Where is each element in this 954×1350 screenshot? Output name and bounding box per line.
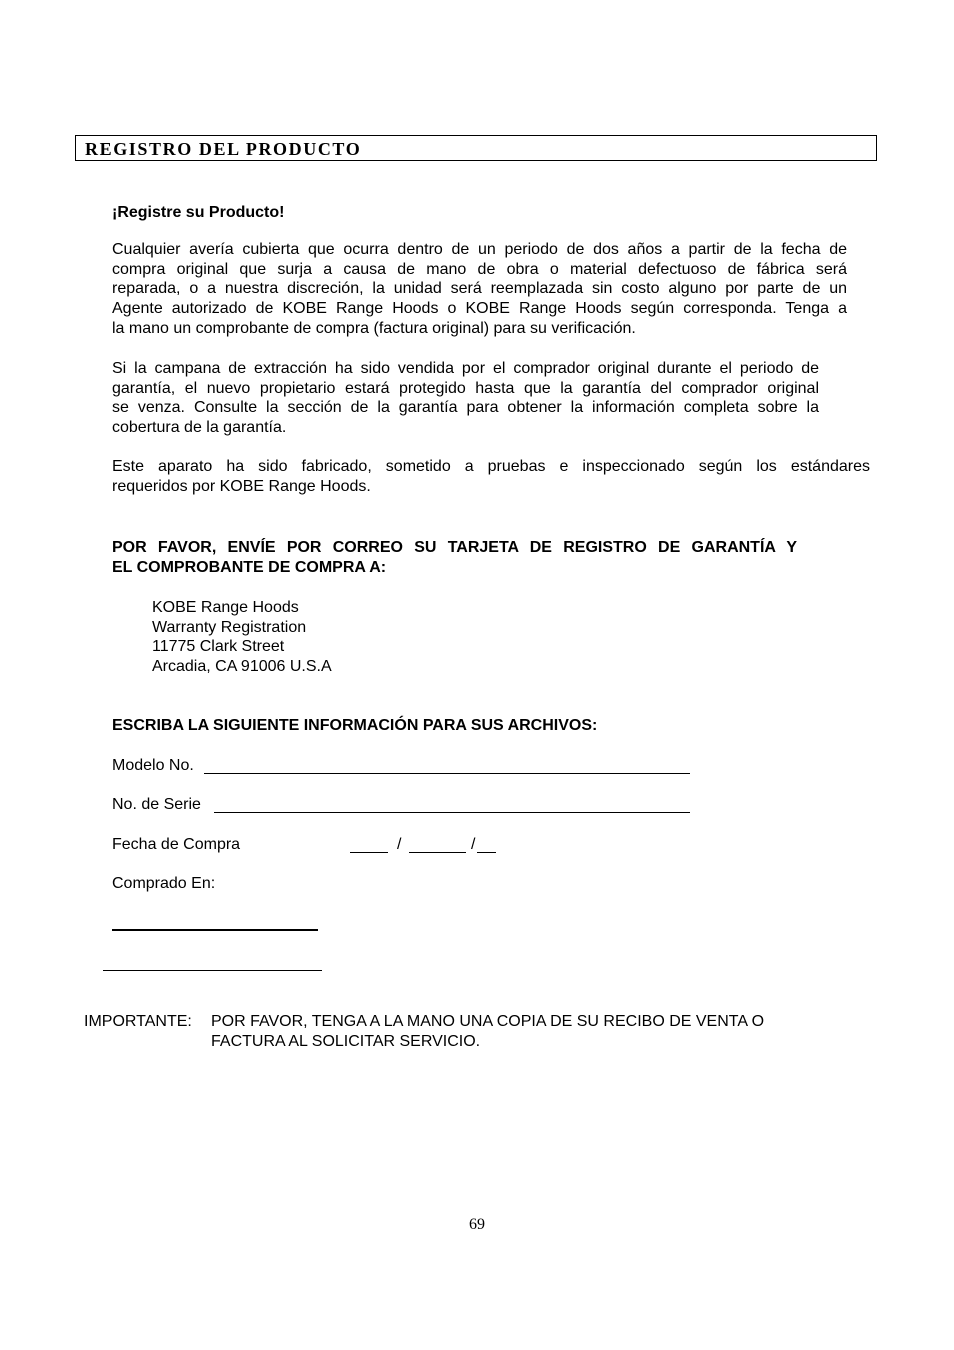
date-year-line[interactable]: [477, 852, 496, 853]
purchased-input-line[interactable]: [112, 929, 318, 931]
serial-input-line[interactable]: [214, 812, 690, 813]
paragraph-line: garantía, el nuevo propietario estará protegido hasta que la garantía del comprador original: [112, 379, 819, 397]
paragraph-line: reparada, o a nuestra discreción, la unidad será reemplazada sin costo alguno por parte de un: [112, 280, 847, 298]
paragraph-line: Cualquier avería cubierta que ocurra dentro de un periodo de dos años a partir de la fecha de: [112, 241, 847, 258]
standards-paragraph: [112, 457, 870, 496]
page-number: 69: [469, 1216, 485, 1233]
address-line: Warranty Registration: [152, 618, 307, 636]
address-line: 11775 Clark Street: [152, 638, 285, 656]
section-header: [75, 135, 877, 161]
date-separator: /: [397, 836, 402, 853]
paragraph-line: Este aparato ha sido fabricado, sometido a pruebas e inspeccionado según los estándares: [112, 458, 870, 475]
model-input-line[interactable]: [204, 773, 690, 774]
intro-heading: ¡Registre su Producto!: [112, 204, 285, 221]
date-separator: /: [471, 836, 476, 853]
paragraph-line: cobertura de la garantía.: [112, 419, 287, 437]
important-line: POR FAVOR, TENGA A LA MANO UNA COPIA DE SU RECIBO DE VENTA O: [211, 1013, 765, 1030]
purchased-label: Comprado En:: [112, 875, 216, 892]
paragraph-line: requeridos por KOBE Range Hoods.: [112, 477, 371, 495]
section-title: REGISTRO DEL PRODUCTO: [85, 139, 362, 159]
important-label: IMPORTANTE:: [84, 1013, 192, 1030]
date-day-line[interactable]: [409, 852, 466, 853]
transfer-paragraph: [112, 359, 819, 438]
model-field: [112, 756, 194, 776]
mail-heading-line: POR FAVOR, ENVÍE POR CORREO SU TARJETA DE REGISTRO DE GARANTÍA Y: [112, 539, 797, 556]
serial-label: No. de Serie: [112, 796, 201, 813]
address-line: KOBE Range Hoods: [152, 599, 299, 616]
important-text: [211, 1012, 764, 1051]
warranty-paragraph: [112, 240, 847, 339]
records-heading: ESCRIBA LA SIGUIENTE INFORMACIÓN PARA SUS ARCHIVOS:: [112, 717, 598, 734]
paragraph-line: se venza. Consulte la sección de la garantía para obtener la información completa sobre la: [112, 399, 819, 417]
important-line: FACTURA AL SOLICITAR SERVICIO.: [211, 1032, 481, 1050]
address-line: Arcadia, CA 91006 U.S.A: [152, 658, 332, 676]
date-month-line[interactable]: [350, 852, 388, 853]
model-label: Modelo No.: [112, 757, 194, 774]
purchased-input-line-2[interactable]: [103, 970, 322, 971]
mailing-address: [152, 598, 332, 677]
mail-heading: [112, 538, 797, 577]
paragraph-line: Agente autorizado de KOBE Range Hoods o KOBE Range Hoods según corresponda. Tenga a: [112, 300, 847, 318]
date-label: Fecha de Compra: [112, 836, 241, 853]
paragraph-line: compra original que surja a causa de mano de obra o material defectuoso de fábrica será: [112, 260, 847, 278]
paragraph-line: la mano un comprobante de compra (factura original) para su verificación.: [112, 319, 636, 337]
mail-heading-line: EL COMPROBANTE DE COMPRA A:: [112, 558, 387, 576]
paragraph-line: Si la campana de extracción ha sido vendida por el comprador original durante el periodo de: [112, 360, 819, 377]
serial-field: [112, 795, 201, 815]
